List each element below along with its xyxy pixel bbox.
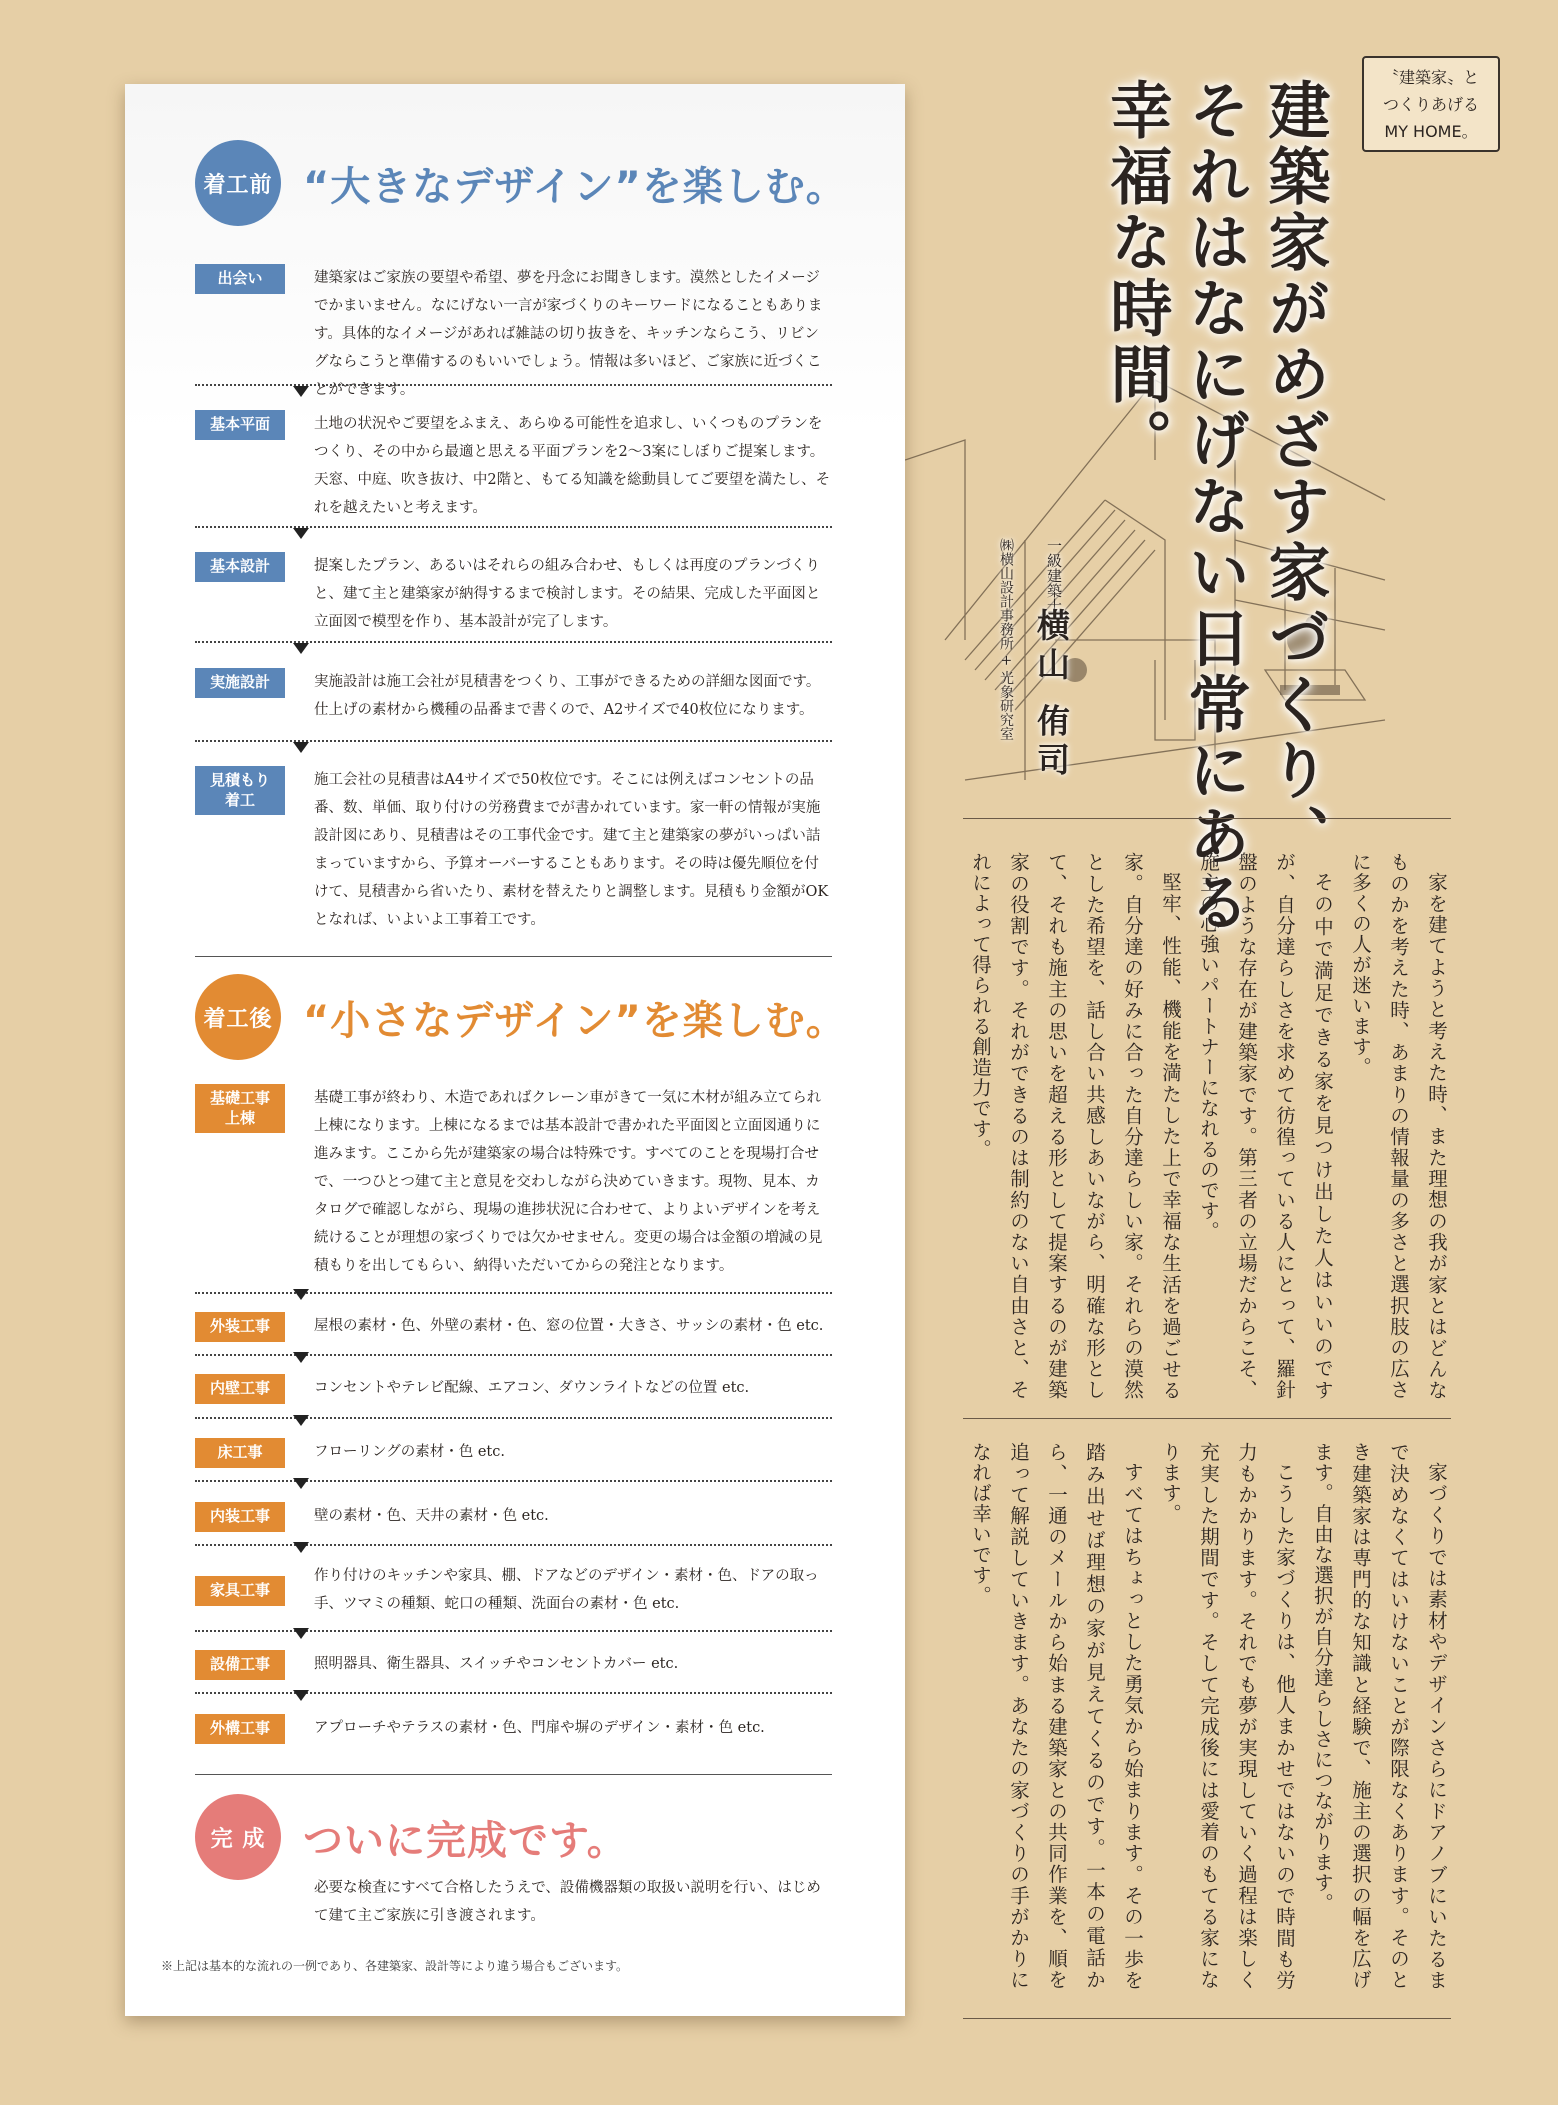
after-badge: 着工後	[195, 974, 281, 1060]
step-text: 施工会社の見積書はA4サイズで50枚位です。そこには例えばコンセントの品番、数、単価、取り付けの労務費までが書かれています。家一軒の情報が実施設計図にあり、見積書はその工事代金です。建て主と建築家の夢がいっぱい詰まっていますから、予算オーバーすることもあります。その時は優先順位を付けて、見積書から省いたり、素材を替えたりと調整します。見積もり金額がOKとなれば、いよいよ工事着工です。	[314, 772, 829, 928]
essay-paragraph: すべてはちょっとした勇気から始まります。その一歩を踏み出せば理想の家が見えてくるのです。一本の電話から、一通のメールから始まる建築家との共同作業を、順を追って解説していきます。あなたの家づくりの手がかりになれば幸いです。	[969, 1442, 1144, 1990]
dotted-divider	[195, 1480, 832, 1482]
dotted-divider	[195, 1544, 832, 1546]
essay-process	[969, 1442, 1455, 1990]
step-text: コンセントやテレビ配線、エアコン、ダウンライトなどの位置 etc.	[314, 1380, 750, 1396]
down-arrow-icon	[293, 1542, 309, 1553]
down-arrow-icon	[293, 386, 309, 397]
essay-paragraph: 家づくりでは素材やデザインさらにドアノブにいたるまで決めなくてはいけないことが際限なくあります。そのとき建築家は専門的な知識と経験で、施主の選択の幅を広げます。自由な選択が自分達らしさにつながります。	[1311, 1442, 1448, 1990]
after-section-header	[195, 974, 847, 1060]
essay-rule	[963, 818, 1451, 819]
step-label: 外構工事	[195, 1714, 285, 1744]
author-credential: 一級建築士	[1045, 538, 1063, 613]
step-label: 基本平面	[195, 410, 285, 440]
step-text: 実施設計は施工会社が見積書をつくり、工事ができるための詳細な図面です。仕上げの素材から機種の品番まで書くので、A2サイズで40枚位になります。	[314, 674, 821, 718]
step-label: 外装工事	[195, 1312, 285, 1342]
before-section-header	[195, 140, 847, 226]
dotted-divider	[195, 526, 832, 528]
step-text: 作り付けのキッチンや家具、棚、ドアなどのデザイン・素材・色、ドアの取っ手、ツマミの種類、蛇口の種類、洗面台の素材・色 etc.	[314, 1568, 819, 1612]
step-text: 基礎工事が終わり、木造であればクレーン車がきて一気に木材が組み立てられ上棟になります。上棟になるまでは基本設計で書かれた平面図と立面図通りに進みます。ここから先が建築家の場合は特殊です。すべてのことを現場打合せで、一つひとつ建て主と意見を交わしながら決めていきます。現物、見本、カタログで確認しながら、現場の進捗状況に合わせて、よりよいデザインを考え続けることが理想の家づくりでは欠かせません。変更の場合は金額の増減の見積もりを出してもらい、納得いただいてからの発注となります。	[314, 1090, 823, 1274]
down-arrow-icon	[293, 643, 309, 654]
footnote: ※上記は基本的な流れの一例であり、各建築家、設計等により違う場合もございます。	[161, 1959, 629, 1973]
step-label: 実施設計	[195, 668, 285, 698]
essay-paragraph: その中で満足できる家を見つけ出した人はいいのですが、自分達らしさを求めて彷徨っている人にとって、羅針盤のような存在が建築家です。第三者の立場だからこそ、施主の心強いパートナーになれるのです。	[1197, 852, 1334, 1400]
process-card	[125, 84, 905, 2016]
essay-paragraph: 家を建てようと考えた時、また理想の我が家とはどんなものかを考えた時、あまりの情報量の多さと選択肢の広さに多くの人が迷います。	[1349, 852, 1448, 1400]
step-text: 照明器具、衛生器具、スイッチやコンセントカバー etc.	[314, 1656, 679, 1672]
dotted-divider	[195, 1417, 832, 1419]
step-label: 床工事	[195, 1438, 285, 1468]
step-label: 出会い	[195, 264, 285, 294]
before-badge: 着工前	[195, 140, 281, 226]
down-arrow-icon	[293, 1415, 309, 1426]
step-text: 屋根の素材・色、外壁の素材・色、窓の位置・大きさ、サッシの素材・色 etc.	[314, 1318, 824, 1334]
step-label: 家具工事	[195, 1576, 285, 1606]
down-arrow-icon	[293, 1690, 309, 1701]
dotted-divider	[195, 1292, 832, 1294]
headline-line-2: それはなにげない日常にある	[1178, 78, 1251, 936]
step-label: 基本設計	[195, 552, 285, 582]
step-label: 設備工事	[195, 1650, 285, 1680]
author-office: ㈱横山設計事務所 + 光象研究室	[998, 538, 1014, 741]
dotted-divider	[195, 1630, 832, 1632]
logo-line: つくりあげる	[1382, 95, 1479, 114]
essay-paragraph: こうした家づくりは、他人まかせではないので時間も労力もかかります。それでも夢が実現していく過程は楽しく充実した期間です。そして完成後には愛着のもてる家になります。	[1159, 1442, 1296, 1990]
essay-rule	[963, 1418, 1451, 1419]
down-arrow-icon	[293, 1628, 309, 1639]
down-arrow-icon	[293, 528, 309, 539]
down-arrow-icon	[293, 1478, 309, 1489]
step-label: 見積もり 着工	[195, 766, 285, 815]
step-text: 建築家はご家族の要望や希望、夢を丹念にお聞きします。漠然としたイメージでかまいません。なにげない一言が家づくりのキーワードになることもあります。具体的なイメージがあれば雑誌の切り抜きを、キッチンならこう、リビングならこうと準備するのもいいでしょう。情報は多いほど、ご家族に近づくことができます。	[314, 270, 823, 398]
logo-line: 〝建築家〟と	[1382, 68, 1479, 87]
essay-intro	[955, 852, 1455, 1400]
step-text: 提案したプラン、あるいはそれらの組み合わせ、もしくは再度のプランづくりと、建て主と建築家が納得するまで検討します。その結果、完成した平面図と立面図で模型を作り、基本設計が完了します。	[314, 558, 821, 630]
complete-text: 必要な検査にすべて合格したうえで、設備機器類の取扱い説明を行い、はじめて建て主ご家族に引き渡されます。	[314, 1880, 821, 1924]
headline-line-3: 幸福な時間。	[1100, 78, 1173, 474]
author-name: 横山 侑司	[1032, 608, 1071, 782]
step-label: 内装工事	[195, 1502, 285, 1532]
brand-logo	[1362, 56, 1500, 152]
logo-line: MY HOME。	[1384, 122, 1478, 141]
dotted-divider	[195, 740, 832, 742]
complete-section-header	[195, 1794, 628, 1880]
essay-paragraph: 堅牢、性能、機能を満たした上で幸福な生活を過ごせる家。自分達の好みに合った自分達らしい家。それらの漠然とした希望を、話し合い共感しあいながら、明確な形として、それも施主の思いを超える形として提案するのが建築家の役割です。それができるのは制約のない自由さと、それによって得られる創造力です。	[969, 852, 1182, 1400]
step-text: 壁の素材・色、天井の素材・色 etc.	[314, 1508, 549, 1524]
dotted-divider	[195, 641, 832, 643]
step-text: フローリングの素材・色 etc.	[314, 1444, 505, 1460]
step-text: アプローチやテラスの素材・色、門扉や塀のデザイン・素材・色 etc.	[314, 1720, 765, 1736]
down-arrow-icon	[293, 1289, 309, 1300]
complete-title: ついに完成です。	[303, 1817, 628, 1864]
dotted-divider	[195, 1692, 832, 1694]
down-arrow-icon	[293, 742, 309, 753]
step-label: 内壁工事	[195, 1374, 285, 1404]
down-arrow-icon	[293, 1352, 309, 1363]
headline-line-1: 建築家がめざす家づくり、	[1258, 78, 1331, 870]
after-title: “小さなデザイン”を楽しむ。	[303, 997, 847, 1044]
step-text: 土地の状況やご要望をふまえ、あらゆる可能性を追求し、いくつものプランをつくり、その中から最適と思える平面プランを2〜3案にしぼりご提案します。天窓、中庭、吹き抜け、中2階と、もてる知識を総動員してご要望を満たし、それを越えたいと考えます。	[314, 416, 831, 516]
dotted-divider	[195, 384, 832, 386]
section-rule	[195, 956, 832, 957]
before-title: “大きなデザイン”を楽しむ。	[303, 163, 847, 210]
dotted-divider	[195, 1354, 832, 1356]
step-label: 基礎工事 上棟	[195, 1084, 285, 1133]
essay-rule	[963, 2018, 1451, 2019]
complete-badge: 完 成	[195, 1794, 281, 1880]
section-rule	[195, 1774, 832, 1775]
